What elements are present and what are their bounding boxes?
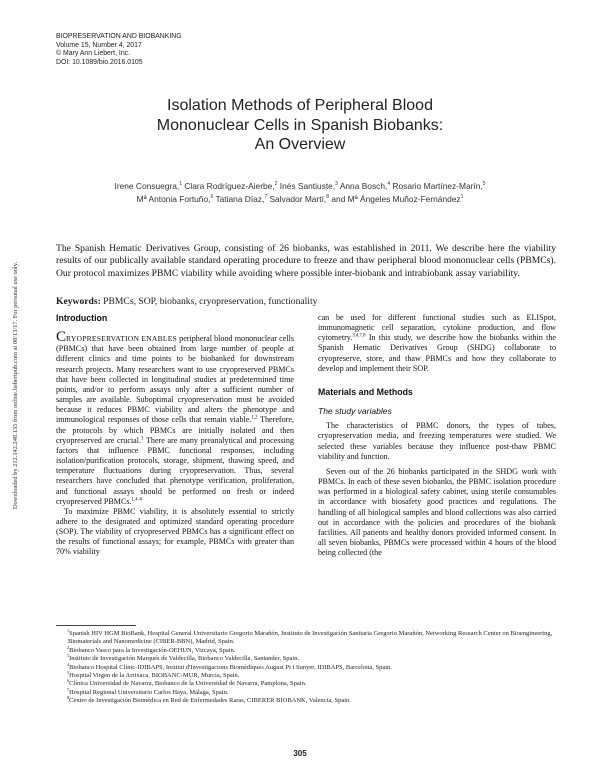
- intro-paragraph-3: can be used for different functional studies such as ELISpot, immunomagnetic cell separation, cytokine production, and flow cytometry.$^{3,4,7,8}$ In this study, we describe how the biobanks within the Spanish Hematic Derivatives Group (SHDG) collaborate to cryopreserve, store, and thaw PBMCs and how they collaborate to develop and implement their SOP.: [318, 313, 556, 373]
- left-column: [56, 313, 294, 558]
- journal-volume: Volume 15, Number 4, 2017: [56, 41, 142, 49]
- methods-heading: Materials and Methods: [318, 386, 413, 397]
- footnote: $^1$Spanish HIV HGM BioBank, Hospital General Universitario Gregorio Marañón, Instituto de Investigación Sanitaria Gregorio Marañón, Networking Research Center on Bioengineering, Biomaterials and Nanomedicine (CIBER-BBN), Madrid, Spain.: [67, 627, 553, 646]
- download-notice-text: Downloaded by 212.142.248.135 from online.liebertpub.com at 08/13/17. For personal use only.: [12, 261, 20, 509]
- study-variables-heading: The study variables: [318, 406, 392, 417]
- author: Tatiana Díaz,$^7$: [215, 193, 268, 204]
- right-column: [318, 313, 556, 558]
- author: Irene Consuegra,$^1$: [114, 181, 182, 191]
- author: Salvador Martí,$^8$: [269, 193, 330, 204]
- footnote-divider: [56, 625, 136, 626]
- keywords-label: Keywords:: [56, 296, 101, 307]
- author: and Mª Ángeles Muñoz-Fernández$^1$: [331, 193, 464, 204]
- author: Mª Antonia Fortuño,$^6$: [136, 193, 214, 204]
- footnote: $^6$Clínica Universidad de Navarra, Biobanco de la Universidad de Navarra, Pamplona, Spain.: [67, 678, 307, 688]
- abstract: The Spanish Hematic Derivatives Group, consisting of 26 biobanks, was established in 2011. We describe here the viability results of our publically available standard operating procedure to freeze and thaw peripheral blood mononuclear cells (PBMCs). Our protocol maximizes PBMC viability while avoiding where possible inter-biobank and intrabiobank assay variability.: [56, 243, 556, 279]
- author: Clara Rodríguez-Aierbe,$^2$: [184, 181, 278, 191]
- footnote: $^4$Biobanco Hospital Clínic-IDIBAPS, Institut d'Investigacions Biomèdiques August Pi i Sunyer, IDIBAPS, Barcelona, Spain.: [67, 661, 392, 671]
- journal-doi: DOI: 10.1089/bio.2016.0105: [56, 58, 143, 66]
- methods-paragraph-2: Seven out of the 26 biobanks participated in the SHDG work with PBMCs. In each of these seven biobanks, the PBMC isolation procedure was performed in a biological safety cabinet, using sterile consumables in accordance with biosafety good practices and regulations. The handling of all biological samples and blood collections was also carried out in accordance with the policies and procedures of the biobank facilities. All patients and healthy donors provided informed consent. In all seven biobanks, PBMCs were processed within 4 hours of the blood being collected (the: [318, 466, 556, 558]
- footnote: $^3$Instituto de Investigación Marqués de Valdecilla, Biobanco Valdecilla, Santander, Spain.: [67, 653, 300, 663]
- journal-header: [56, 33, 316, 67]
- author: Anna Bosch,$^4$: [339, 181, 391, 191]
- footnote: $^8$Centro de Investigación Biomédica en Red de Enfermedades Raras, CIBERER BIOBANK, Valencia, Spain.: [67, 695, 351, 705]
- author-list: [70, 180, 530, 205]
- methods-paragraph-1: The characteristics of PBMC donors, the types of tubes, cryopreservation media, and freezing temperatures were studied. We selected these variables because they influence post-thaw PBMC viability and function.: [318, 421, 556, 461]
- keywords-text: PBMCs, SOP, biobanks, cryopreservation, functionality: [103, 296, 318, 307]
- journal-copyright: © Mary Ann Liebert, Inc.: [56, 50, 131, 58]
- footnote: $^7$Hospital Regional Universitario Carlos Haya, Málaga, Spain.: [67, 686, 229, 696]
- author: Rosario Martínez-Marín,$^5$: [392, 181, 486, 191]
- intro-paragraph-1: CRYOPRESERVATION ENABLES peripheral blood mononuclear cells (PBMCs) that have been obtained from large number of people at different clinics and time points to be biobanked for downstream research projects. Many researchers want to use cryopreserved PBMCs that have been collected in longitudinal studies at predetermined time points, and/or to perform assays only after a sufficient number of samples are available. Suboptimal cryopreservation must be avoided because it reduces PBMC viability and alters the phenotype and immunological responses of those cells that remain viable.$^{1,2}$ Therefore, the protocols by which PBMCs are initially isolated and then cryopreserved are crucial.$^3$ There are many preanalytical and processing factors that influence PBMC functional responses, including isolation/purification protocols, storage, shipment, thawing speed, and temperature fluctuations during cryopreservation. Thus, several researchers have concluded that phenotype verification, proliferation, and functional assays should be performed on fresh or indeed cryopreserved PBMCs.$^{1,4-6}$: [56, 329, 295, 506]
- keywords: [56, 296, 556, 308]
- article-title: [64, 96, 536, 155]
- intro-paragraph-2: To maximize PBMC viability, it is absolutely essential to strictly adhere to the designated and optimized standard operating procedure (SOP). The viability of cryopreserved PBMCs has a significant effect on the results of functional assays; for example, PBMCs with greater than 70% viability: [56, 506, 294, 557]
- journal-name: BIOPRESERVATION AND BIOBANKING: [56, 33, 182, 40]
- title-line-1: Isolation Methods of Peripheral Blood: [167, 97, 433, 114]
- footnote: $^2$Biobanco Vasco para la Investigación-OEHUN, Vizcaya, Spain.: [67, 644, 236, 654]
- title-line-2: Mononuclear Cells in Spanish Biobanks:: [156, 116, 444, 134]
- title-line-3: An Overview: [254, 136, 346, 153]
- drop-cap: C: [56, 329, 67, 346]
- author: Inés Santiuste,$^3$: [279, 181, 338, 191]
- page-number: 305: [293, 749, 307, 758]
- footnotes: [56, 627, 556, 706]
- download-notice: [8, 150, 24, 620]
- introduction-heading: Introduction: [56, 313, 108, 323]
- footnote: $^5$Hospital Virgen de la Arrixaca, BIOBANC-MUR, Murcia, Spain.: [67, 669, 240, 680]
